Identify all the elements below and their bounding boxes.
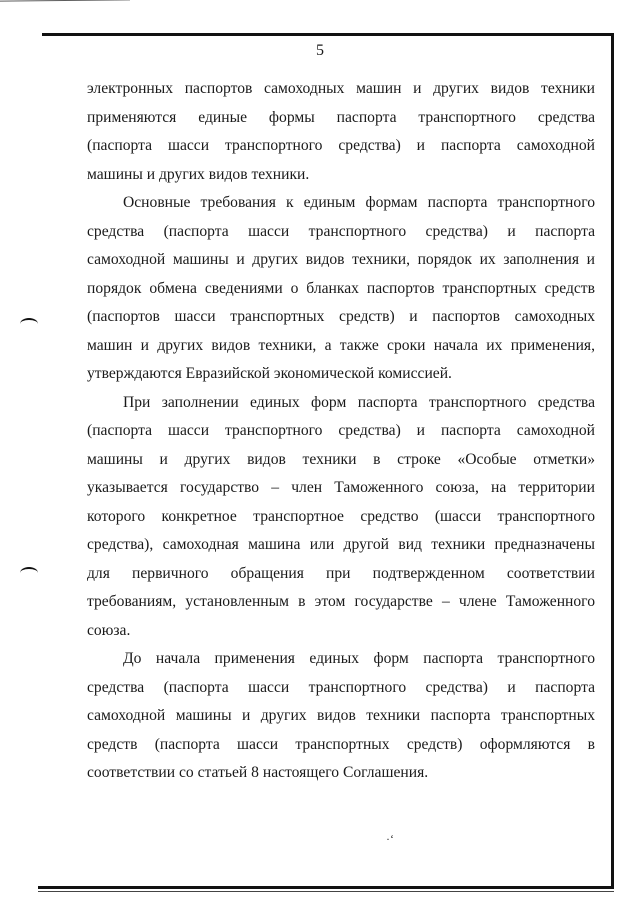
text-line: средства), самоходная машина или другой вид техники предназначены <box>87 536 595 553</box>
text-line: применяются единые формы паспорта транспортного средства <box>87 108 595 126</box>
binding-hole-mark <box>20 567 38 579</box>
scan-speck: ·‘ <box>386 832 394 846</box>
text-line: Основные требования к единым формам паспорта транспортного <box>123 194 595 211</box>
text-line: утверждаются Евразийской экономической комиссией. <box>87 365 452 382</box>
paragraph <box>87 389 595 646</box>
text-line: (паспортов шасси транспортных средств) и паспортов самоходных <box>87 308 595 325</box>
text-line: электронных паспортов самоходных машин и других видов техники <box>87 80 595 97</box>
text-line: средств (паспорта шасси транспортных средств) оформляются в <box>87 735 595 753</box>
text-line: машин и других видов техники, а также сроки начала их применения, <box>87 336 595 354</box>
binding-hole-mark <box>20 318 38 330</box>
page-frame-bottom-thin <box>38 891 614 892</box>
text-line: (паспорта шасси транспортного средства) и паспорта самоходной <box>87 422 595 439</box>
text-line: машины и других видов техники. <box>87 165 310 183</box>
page-frame-top <box>42 33 614 36</box>
text-line: требованиям, установленным в этом государстве – члене Таможенного <box>87 593 595 610</box>
text-line: союза. <box>87 621 131 639</box>
text-line: средства (паспорта шасси транспортного средства) и паспорта <box>87 678 595 696</box>
text-line: машины и других видов техники в строке «Особые отметки» <box>87 450 595 468</box>
paragraph <box>87 645 595 788</box>
scan-artifact-top <box>0 0 130 8</box>
text-line: До начала применения единых форм паспорта транспортного <box>123 650 595 667</box>
page-frame-bottom <box>38 886 614 889</box>
text-line: (паспорта шасси транспортного средства) и паспорта самоходной <box>87 137 595 154</box>
text-line: порядок обмена сведениями о бланках паспортов транспортных средств <box>87 279 595 297</box>
text-line: При заполнении единых форм паспорта транспортного средства <box>123 393 595 411</box>
text-line: для первичного обращения при подтвержденном соответствии <box>87 564 595 582</box>
text-line: соответствии со статьей 8 настоящего Соглашения. <box>87 764 429 781</box>
paragraph <box>87 189 595 389</box>
text-line: указывается государство – член Таможенного союза, на территории <box>87 479 595 496</box>
text-line: самоходной машины и других видов техники паспорта транспортных <box>87 707 595 724</box>
page-frame-right <box>611 33 614 889</box>
document-body <box>87 75 595 788</box>
page-number: 5 <box>316 42 324 59</box>
text-line: самоходной машины и других видов техники, порядок их заполнения и <box>87 251 595 268</box>
text-line: средства (паспорта шасси транспортного средства) и паспорта <box>87 222 595 240</box>
paragraph <box>87 75 595 189</box>
text-line: которого конкретное транспортное средство (шасси транспортного <box>87 507 595 525</box>
